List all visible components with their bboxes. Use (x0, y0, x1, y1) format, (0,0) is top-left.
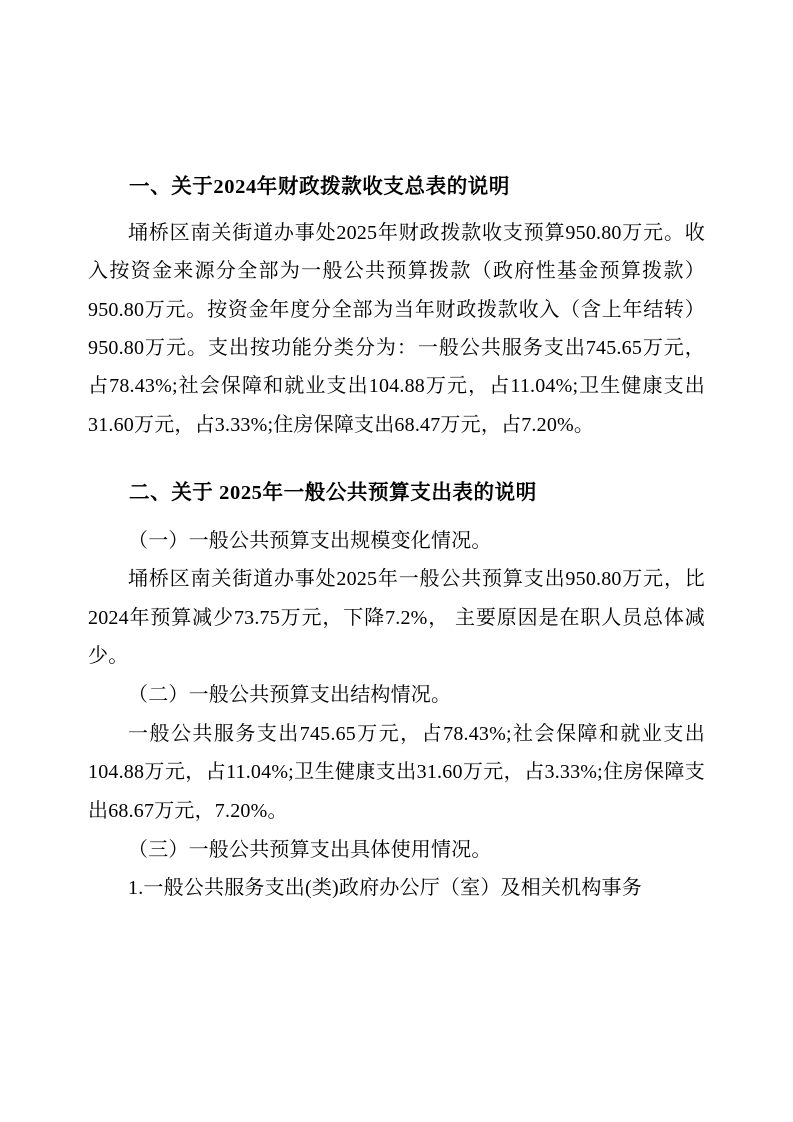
section-one-heading: 一、关于2024年财政拨款收支总表的说明 (129, 176, 510, 198)
section-two-subitem-1-label: （一）一般公共预算支出规模变化情况。 (128, 529, 492, 552)
section-two-subitem-1-paragraph: 埇桥区南关街道办事处2025年一般公共预算支出950.80万元，比2024年预算减少73.75万元，下降7.2%， 主要原因是在职人员总体减少。 (88, 568, 705, 668)
section-one-paragraph-1: 埇桥区南关街道办事处2025年财政拨款收支预算950.80万元。收入按资金来源分全部为一般公共预算拨款（政府性基金预算拨款）950.80万元。按资金年度分全部为当年财政拨款收入（含上年结转）950.80万元。支出按功能分类分为：一般公共服务支出745.65万元，占78.43%;社会保障和就业支出104.88万元，占11.04%;卫生健康支出31.60万元，占3.33%;住房保障支出68.47万元，占7.20%。 (88, 221, 705, 436)
section-two-subitem-3-label: （三）一般公共预算支出具体使用情况。 (128, 839, 492, 861)
section-two-subitem-2-paragraph: 一般公共服务支出745.65万元，占78.43%;社会保障和就业支出104.88万元，占11.04%;卫生健康支出31.60万元，占3.33%;住房保障支出68.67万元，7.20%。 (88, 722, 705, 822)
section-two-subitem-3-paragraph: 1.一般公共服务支出(类)政府办公厅（室）及相关机构事务 (128, 877, 642, 900)
document-body (88, 172, 705, 908)
section-two-heading: 二、关于 2025年一般公共预算支出表的说明 (129, 482, 537, 505)
section-two-subitem-2-label: （二）一般公共预算支出结构情况。 (128, 684, 452, 707)
